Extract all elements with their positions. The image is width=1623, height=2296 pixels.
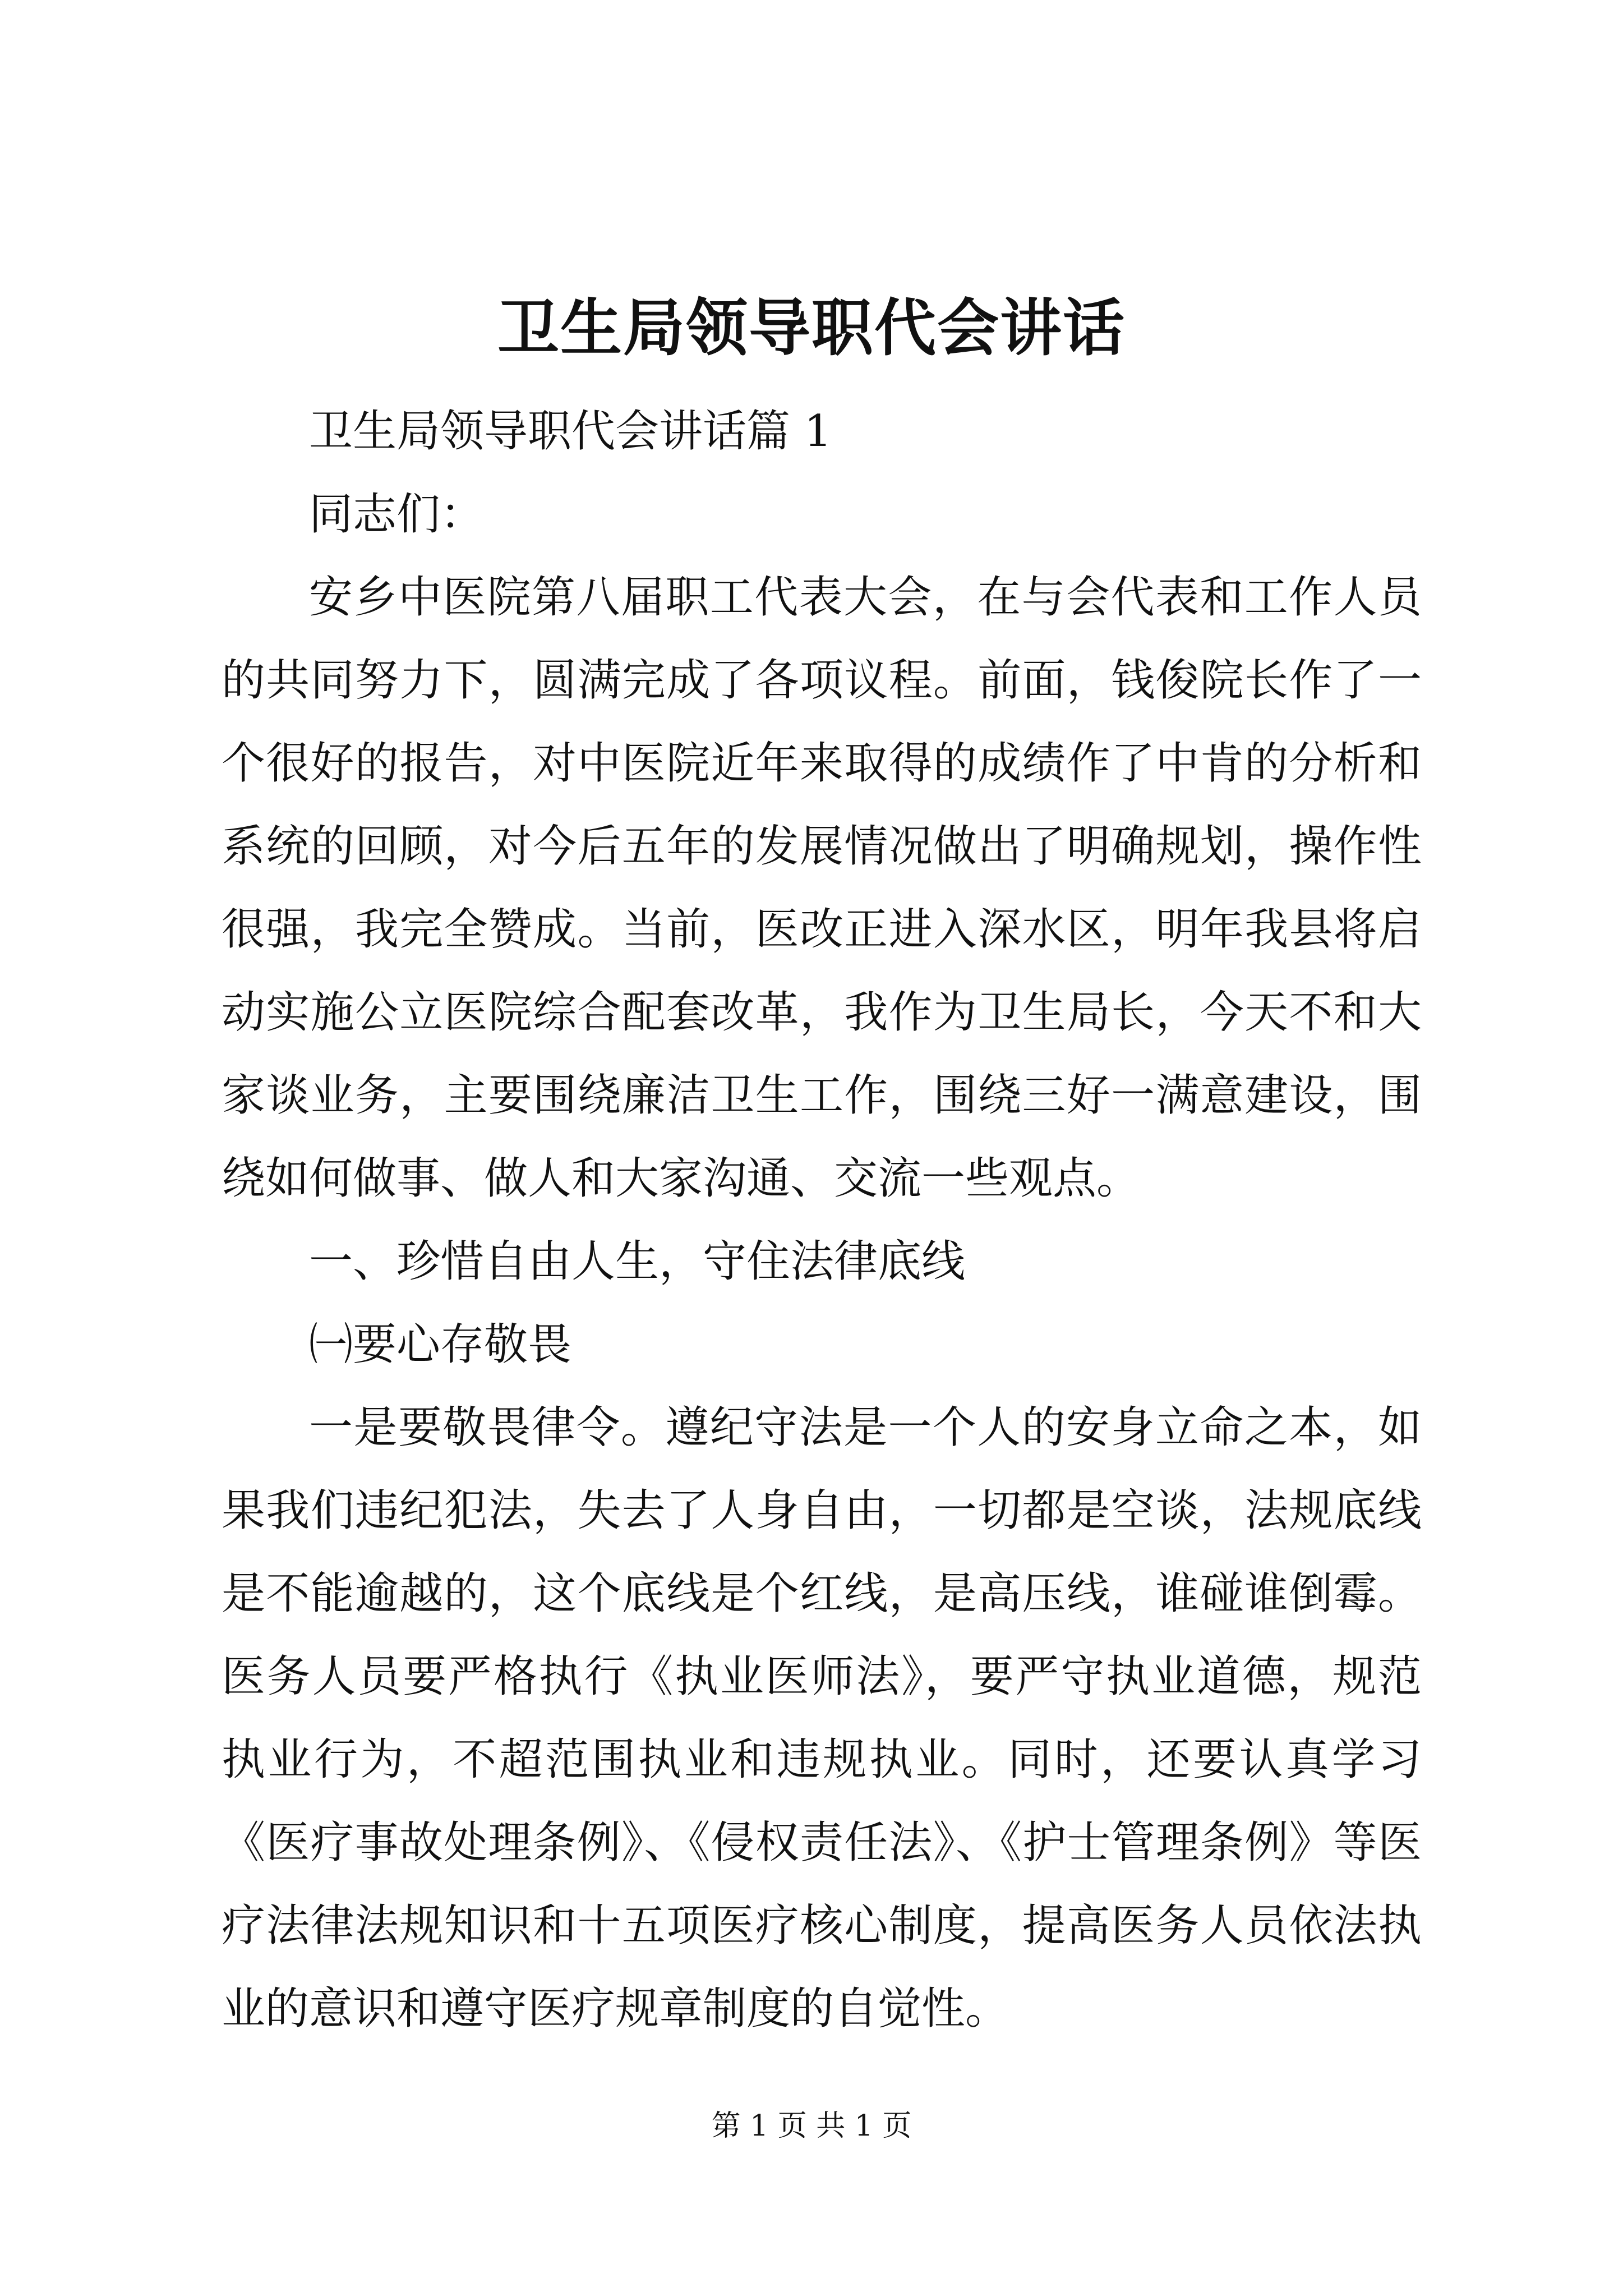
body-paragraph: 安乡中医院第八届职工代表大会，在与会代表和工作人员的共同努力下，圆满完成了各项议程。前面，钱俊院长作了一个很好的报告，对中医院近年来取得的成绩作了中肯的分析和系统的回顾，对今后五年的发展情况做出了明确规划，操作性很强，我完全赞成。当前，医改正进入深水区，明年我县将启动实施公立医院综合配套改革，我作为卫生局长，今天不和大家谈业务，主要围绕廉洁卫生工作，围绕三好一满意建设，围绕如何做事、做人和大家沟通、交流一些观点。 — [222, 572, 1422, 1204]
document-body — [222, 390, 1422, 2050]
body-paragraph: 一是要敬畏律令。遵纪守法是一个人的安身立命之本，如果我们违纪犯法，失去了人身自由，一切都是空谈，法规底线是不能逾越的，这个底线是个红线，是高压线，谁碰谁倒霉。医务人员要严格执行《执业医师法》，要严守执业道德，规范执业行为，不超范围执业和违规执业。同时，还要认真学习《医疗事故处理条例》、《侵权责任法》、《护士管理条例》等医疗法律法规知识和十五项医疗核心制度，提高医务人员依法执业的意识和遵守医疗规章制度的自觉性。 — [222, 1402, 1422, 2034]
page-footer: 第 1 页 共 1 页 — [711, 2109, 912, 2143]
document-title: 卫生局领导职代会讲话 — [497, 292, 1126, 364]
section-heading: 卫生局领导职代会讲话篇 1 — [309, 406, 832, 457]
heading-level-1: 一、珍惜自由人生，守住法律底线 — [309, 1236, 966, 1287]
heading-level-2: ㈠要心存敬畏 — [309, 1319, 572, 1370]
salutation: 同志们： — [309, 489, 485, 540]
